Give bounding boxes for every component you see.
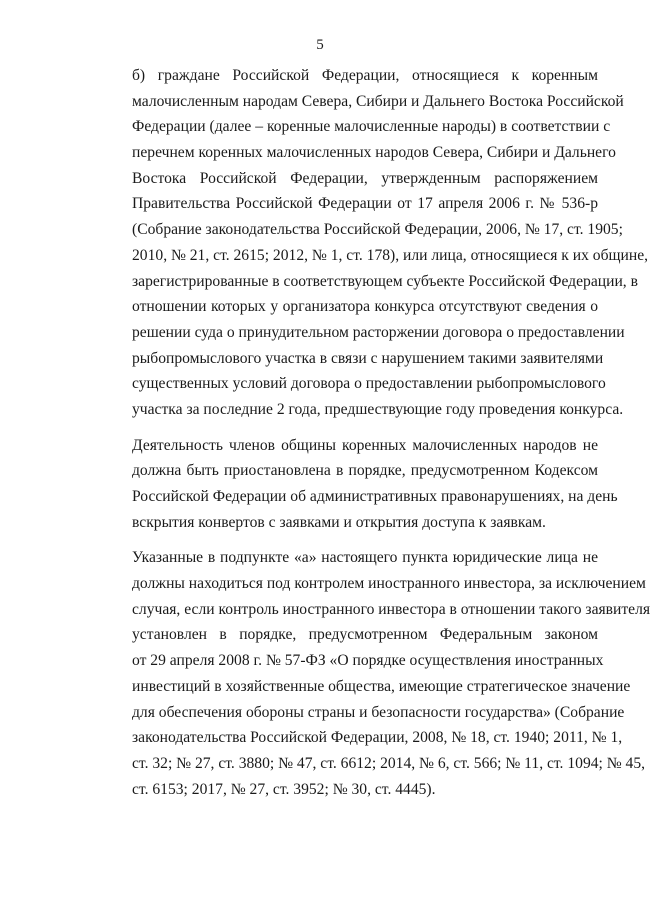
document-body (92, 63, 650, 812)
text-line: законодательства Российской Федерации, 2008, № 18, ст. 1940; 2011, № 1, (132, 729, 623, 747)
text-line: Федерации (далее – коренные малочисленные народы) в соответствии с (132, 118, 611, 136)
text-line: б) граждане Российской Федерации, относящиеся к коренным (132, 67, 598, 84)
text-line: вскрытия конвертов с заявками и открытия доступа к заявкам. (132, 513, 546, 531)
text-line: от 29 апреля 2008 г. № 57-ФЗ «О порядке осуществления иностранных (132, 652, 604, 670)
text-line: для обеспечения обороны страны и безопасности государства» (Собрание (132, 703, 625, 721)
text-line: решении суда о принудительном расторжении договора о предоставлении (132, 323, 625, 341)
text-line: должны находиться под контролем иностранного инвестора, за исключением (132, 575, 646, 593)
text-line: Деятельность членов общины коренных малочисленных народов не (132, 436, 598, 454)
text-line: отношении которых у организатора конкурса отсутствуют сведения о (132, 298, 598, 316)
text-line: малочисленным народам Севера, Сибири и Дальнего Востока Российской (132, 92, 624, 110)
text-line: Правительства Российской Федерации от 17 апреля 2006 г. № 536-р (132, 195, 598, 213)
text-line: ст. 6153; 2017, № 27, ст. 3952; № 30, ст. 4445). (132, 780, 436, 798)
paragraph-citizens-indigenous (92, 63, 649, 423)
text-line: Российской Федерации об административных правонарушениях, на день (132, 488, 618, 505)
text-line: (Собрание законодательства Российской Федерации, 2006, № 17, ст. 1905; (132, 221, 623, 239)
page-number: 5 (316, 37, 324, 53)
text-line: ст. 32; № 27, ст. 3880; № 47, ст. 6612; 2014, № 6, ст. 566; № 11, ст. 1094; № 45, (132, 754, 646, 772)
text-line: Указанные в подпункте «а» настоящего пункта юридические лица не (132, 549, 598, 567)
text-line: рыбопромыслового участка в связи с нарушением такими заявителями (132, 349, 604, 367)
text-line: 2010, № 21, ст. 2615; 2012, № 1, ст. 178), или лица, относящиеся к их общине, (132, 246, 649, 264)
text-line: должна быть приостановлена в порядке, предусмотренном Кодексом (132, 462, 598, 480)
text-line: участка за последние 2 года, предшествующие году проведения конкурса. (132, 400, 624, 418)
text-line: существенных условий договора о предоставлении рыбопромыслового (132, 375, 606, 393)
text-line: инвестиций в хозяйственные общества, имеющие стратегическое значение (132, 677, 631, 695)
text-line: установлен в порядке, предусмотренном Федеральным законом (132, 626, 598, 644)
paragraph-community-activity (92, 433, 618, 536)
text-line: Востока Российской Федерации, утвержденным распоряжением (132, 169, 598, 187)
text-line: перечнем коренных малочисленных народов Севера, Сибири и Дальнего (132, 144, 616, 162)
text-line: случая, если контроль иностранного инвестора в отношении такого заявителя (132, 600, 650, 618)
text-line: зарегистрированные в соответствующем субъекте Российской Федерации, в (132, 272, 638, 290)
paragraph-foreign-investor-control (92, 545, 650, 802)
